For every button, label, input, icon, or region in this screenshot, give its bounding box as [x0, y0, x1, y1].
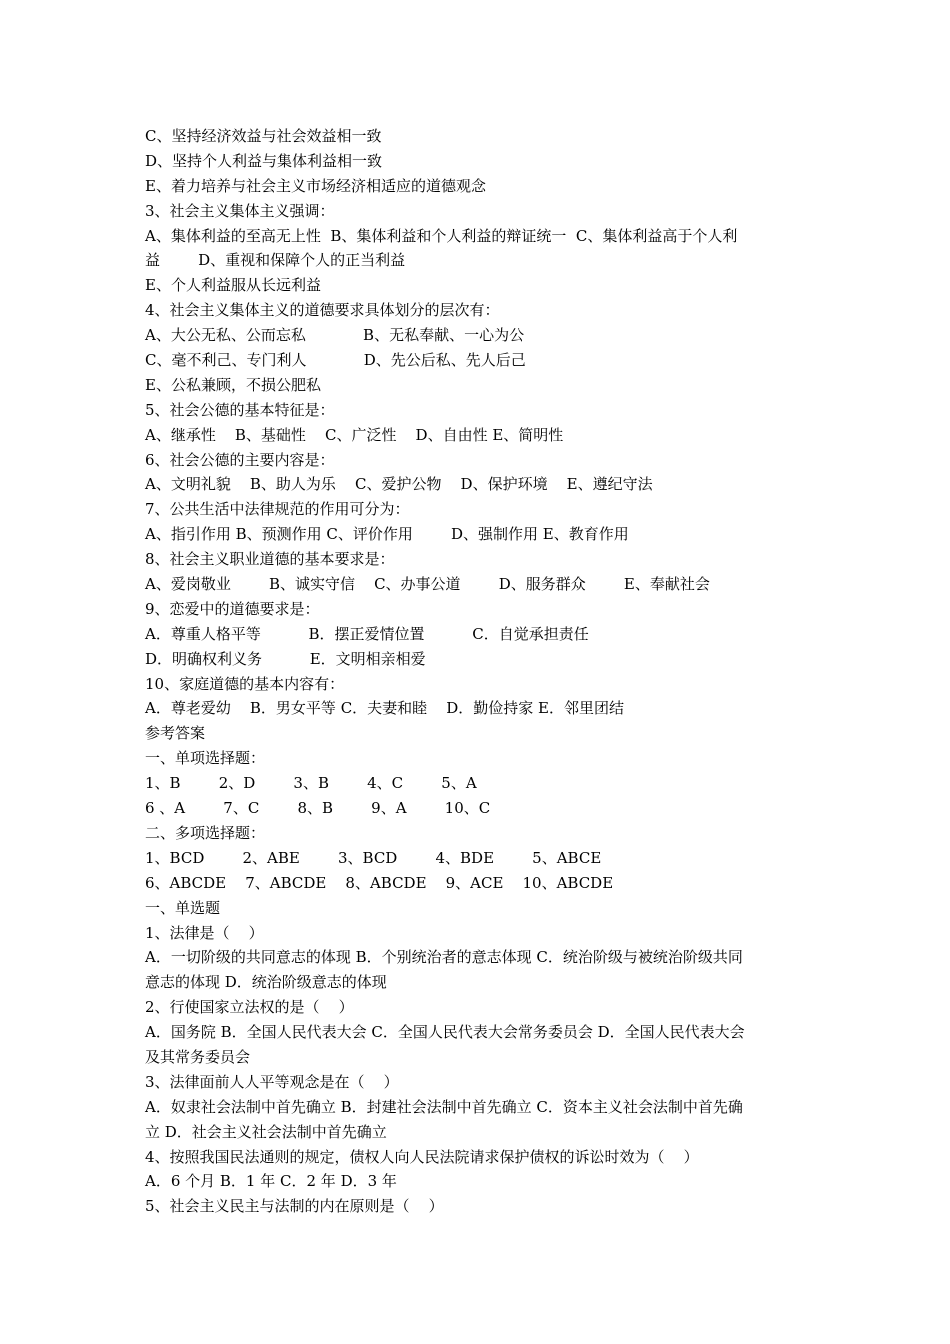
text-line: E、公私兼顾，不损公肥私 — [145, 375, 321, 394]
answer-line: 6 、A 7、C 8、B 9、A 10、C — [145, 799, 491, 818]
section-heading: 参考答案 — [145, 724, 206, 743]
text-line: A．奴隶社会法制中首先确立 B．封建社会法制中首先确立 C．资本主义社会法制中首先确 — [145, 1097, 743, 1116]
text-line: 立 D．社会主义社会法制中首先确立 — [145, 1122, 387, 1141]
question-line: 6、社会公德的主要内容是： — [145, 450, 335, 469]
question-line: 5、社会主义民主与法制的内在原则是（ ） — [145, 1197, 444, 1216]
text-line: E、着力培养与社会主义市场经济相适应的道德观念 — [145, 176, 486, 195]
text-line: D、坚持个人利益与集体利益相一致 — [145, 151, 383, 170]
text-line: A．尊重人格平等 B．摆正爱情位置 C．自觉承担责任 — [145, 624, 589, 643]
text-line: A、文明礼貌 B、助人为乐 C、爱护公物 D、保护环境 E、遵纪守法 — [145, 475, 653, 494]
question-line: 1、法律是（ ） — [145, 923, 264, 942]
question-line: 9、恋爱中的道德要求是： — [145, 599, 320, 618]
section-heading: 一、单选题 — [145, 898, 221, 917]
answer-line: 1、B 2、D 3、B 4、C 5、A — [145, 774, 477, 793]
text-line: A．国务院 B．全国人民代表大会 C．全国人民代表大会常务委员会 D．全国人民代表大会 — [145, 1023, 745, 1042]
text-line: A．6 个月 B．1 年 C．2 年 D．3 年 — [145, 1172, 397, 1191]
text-line: C、毫不利己、专门利人 D、先公后私、先人后己 — [145, 351, 526, 370]
text-line: A、集体利益的至高无上性 B、集体利益和个人利益的辩证统一 C、集体利益高于个人利 — [145, 226, 738, 245]
question-line: 3、社会主义集体主义强调： — [145, 201, 335, 220]
question-line: 7、公共生活中法律规范的作用可分为： — [145, 500, 410, 519]
text-line: 益 D、重视和保障个人的正当利益 — [145, 251, 406, 270]
text-line: 意志的体现 D．统治阶级意志的体现 — [145, 973, 387, 992]
text-line: C、坚持经济效益与社会效益相一致 — [145, 127, 382, 145]
text-line: A、爱岗敬业 B、诚实守信 C、办事公道 D、服务群众 E、奉献社会 — [145, 575, 710, 594]
document-page — [145, 124, 825, 1219]
text-line: 及其常务委员会 — [145, 1047, 251, 1066]
text-line: A、继承性 B、基础性 C、广泛性 D、自由性 E、简明性 — [145, 425, 564, 444]
answer-line: 6、ABCDE 7、ABCDE 8、ABCDE 9、ACE 10、ABCDE — [145, 873, 614, 892]
question-line: 10、家庭道德的基本内容有： — [145, 674, 345, 693]
question-line: 5、社会公德的基本特征是： — [145, 400, 335, 419]
text-line: A、大公无私、公而忘私 B、无私奉献、一心为公 — [145, 326, 525, 345]
text-line: E、个人利益服从长远利益 — [145, 276, 321, 295]
answer-line: 1、BCD 2、ABE 3、BCD 4、BDE 5、ABCE — [145, 848, 602, 867]
question-line: 3、法律面前人人平等观念是在（ ） — [145, 1072, 399, 1091]
question-line: 4、社会主义集体主义的道德要求具体划分的层次有： — [145, 301, 500, 320]
question-line: 2、行使国家立法权的是（ ） — [145, 998, 354, 1017]
question-line: 8、社会主义职业道德的基本要求是： — [145, 550, 395, 569]
text-line: A、指引作用 B、预测作用 C、评价作用 D、强制作用 E、教育作用 — [145, 525, 629, 544]
text-line: A．尊老爱幼 B．男女平等 C．夫妻和睦 D．勤俭持家 E．邻里团结 — [145, 699, 624, 718]
section-heading: 一、单项选择题： — [145, 749, 266, 768]
text-line: D．明确权利义务 E．文明相亲相爱 — [145, 649, 426, 668]
text-line: A．一切阶级的共同意志的体现 B．个别统治者的意志体现 C．统治阶级与被统治阶级共同 — [145, 948, 743, 967]
section-heading: 二、多项选择题： — [145, 823, 266, 842]
question-line: 4、按照我国民法通则的规定，债权人向人民法院请求保护债权的诉讼时效为（ ） — [145, 1147, 699, 1166]
